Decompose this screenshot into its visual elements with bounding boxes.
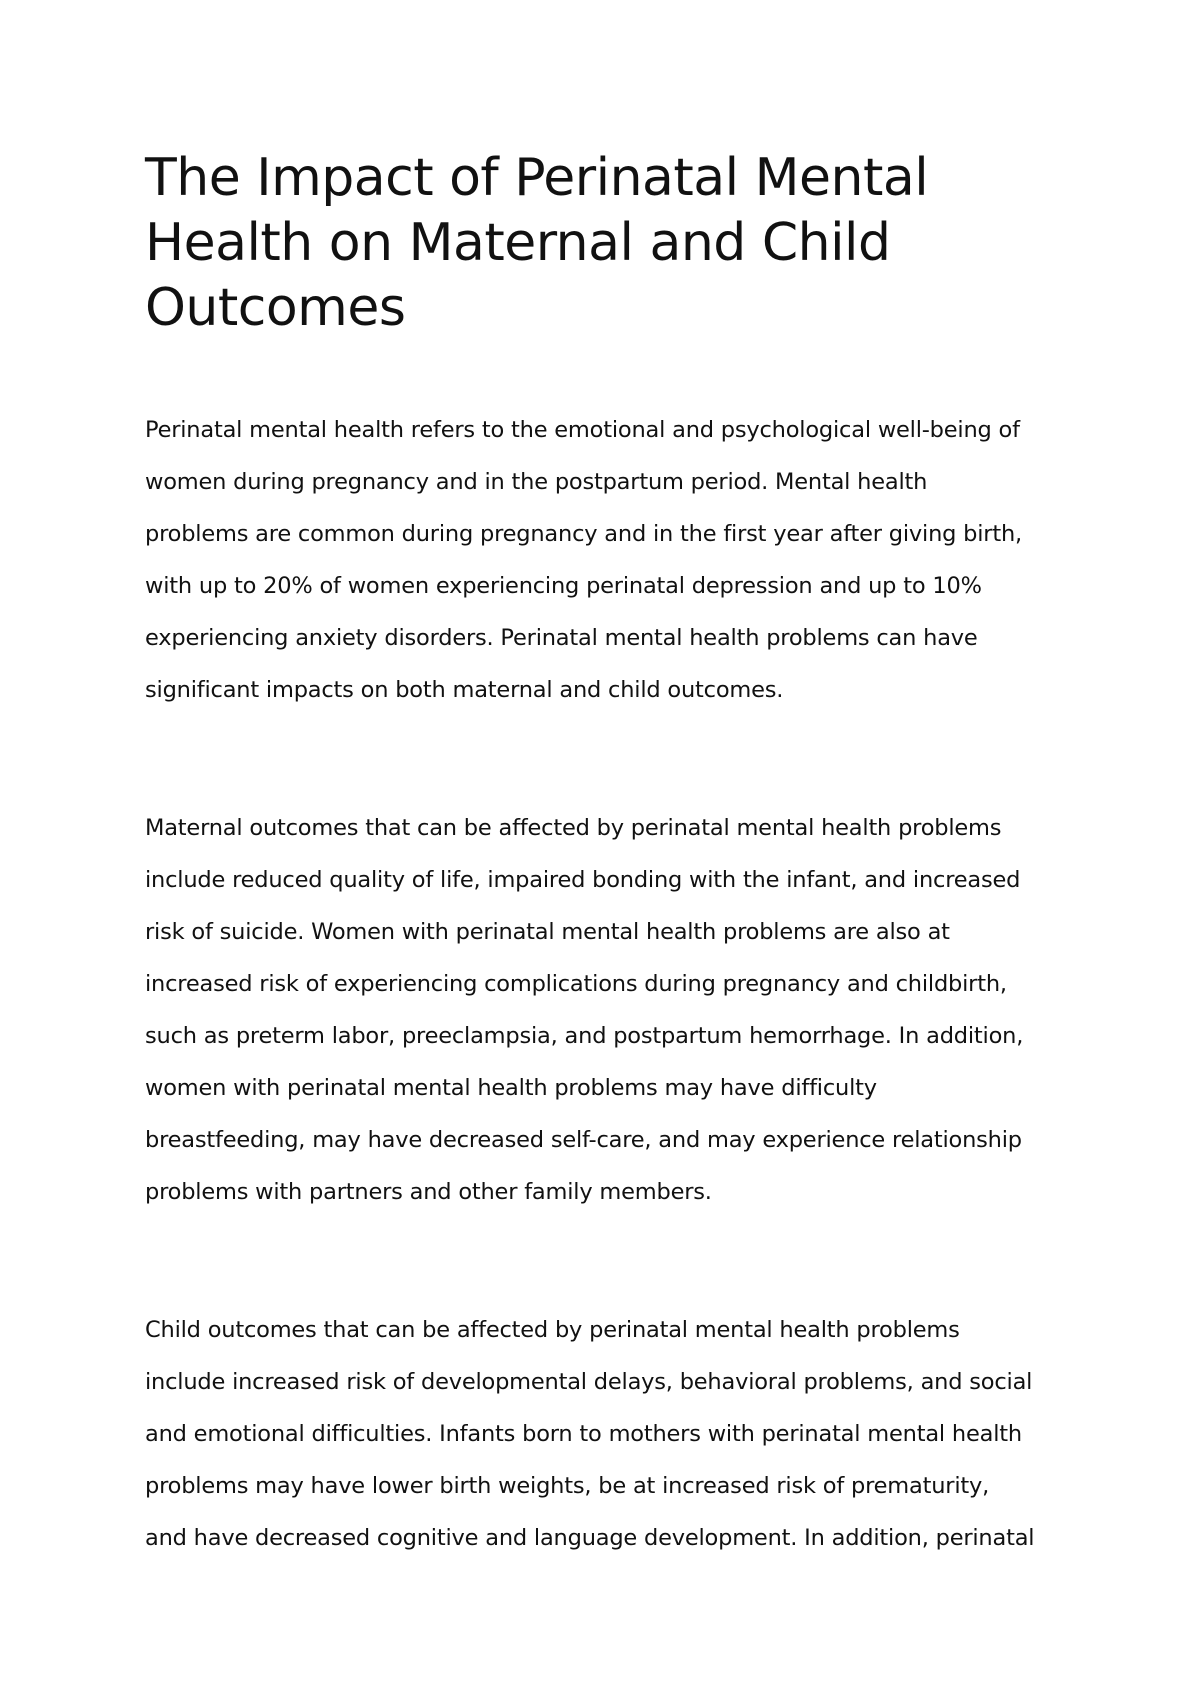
title-line: Health on Maternal and Child <box>145 213 891 273</box>
paragraph-introduction <box>145 404 1085 716</box>
text-line: experiencing anxiety disorders. Perinatal mental health problems can have <box>145 625 978 651</box>
text-line: and emotional difficulties. Infants born to mothers with perinatal mental health <box>145 1421 1022 1447</box>
title-line: Outcomes <box>145 278 406 338</box>
text-line: risk of suicide. Women with perinatal mental health problems are also at <box>145 919 950 945</box>
title-line: The Impact of Perinatal Mental <box>145 148 929 208</box>
document-title <box>145 146 1045 341</box>
text-line: include increased risk of developmental delays, behavioral problems, and social <box>145 1369 1033 1395</box>
text-line: include reduced quality of life, impaired bonding with the infant, and increased <box>145 867 1021 893</box>
text-line: with up to 20% of women experiencing perinatal depression and up to 10% <box>145 573 982 599</box>
text-line: problems with partners and other family members. <box>145 1179 712 1205</box>
text-line: problems may have lower birth weights, be at increased risk of prematurity, <box>145 1473 990 1499</box>
text-line: and have decreased cognitive and language development. In addition, perinatal <box>145 1525 1035 1551</box>
text-line: problems are common during pregnancy and in the first year after giving birth, <box>145 521 1022 547</box>
text-line: Maternal outcomes that can be affected by perinatal mental health problems <box>145 815 1002 841</box>
text-line: breastfeeding, may have decreased self-care, and may experience relationship <box>145 1127 1022 1153</box>
text-line: women with perinatal mental health problems may have difficulty <box>145 1075 877 1101</box>
text-line: women during pregnancy and in the postpartum period. Mental health <box>145 469 928 495</box>
text-line: Perinatal mental health refers to the emotional and psychological well-being of <box>145 417 1020 443</box>
paragraph-child-outcomes <box>145 1304 1085 1564</box>
text-line: significant impacts on both maternal and child outcomes. <box>145 677 784 703</box>
text-line: such as preterm labor, preeclampsia, and postpartum hemorrhage. In addition, <box>145 1023 1024 1049</box>
paragraph-maternal-outcomes <box>145 802 1085 1218</box>
text-line: increased risk of experiencing complications during pregnancy and childbirth, <box>145 971 1007 997</box>
text-line: Child outcomes that can be affected by perinatal mental health problems <box>145 1317 960 1343</box>
